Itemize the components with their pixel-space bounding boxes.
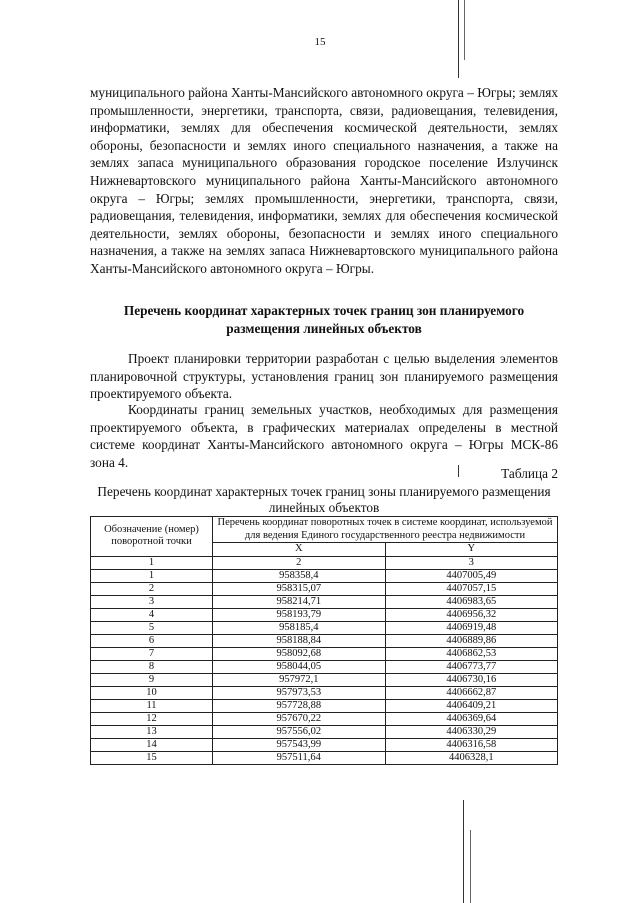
point-number: 5 bbox=[91, 621, 213, 634]
column-number: 3 bbox=[385, 556, 558, 569]
point-number: 4 bbox=[91, 608, 213, 621]
y-coordinate: 4406330,29 bbox=[385, 725, 558, 738]
point-number: 7 bbox=[91, 647, 213, 660]
point-number: 2 bbox=[91, 582, 213, 595]
point-number: 13 bbox=[91, 725, 213, 738]
x-coordinate: 957973,53 bbox=[213, 686, 386, 699]
point-number: 9 bbox=[91, 673, 213, 686]
point-number: 3 bbox=[91, 595, 213, 608]
coordinates-table bbox=[90, 516, 558, 765]
y-coordinate: 4406983,65 bbox=[385, 595, 558, 608]
x-coordinate: 958315,07 bbox=[213, 582, 386, 595]
y-coordinate: 4406773,77 bbox=[385, 660, 558, 673]
x-coordinate: 958185,4 bbox=[213, 621, 386, 634]
x-coordinate: 957972,1 bbox=[213, 673, 386, 686]
scan-line bbox=[458, 465, 459, 477]
table-body bbox=[91, 569, 558, 764]
scan-line bbox=[458, 0, 459, 78]
y-coordinate: 4407005,49 bbox=[385, 569, 558, 582]
x-coordinate: 957543,99 bbox=[213, 738, 386, 751]
intro-paragraph bbox=[90, 84, 558, 278]
x-coordinate: 958044,05 bbox=[213, 660, 386, 673]
y-coordinate: 4406328,1 bbox=[385, 751, 558, 764]
table-header-row bbox=[91, 517, 558, 543]
point-number: 10 bbox=[91, 686, 213, 699]
x-coordinate: 957728,88 bbox=[213, 699, 386, 712]
y-coordinate: 4406316,58 bbox=[385, 738, 558, 751]
section-heading: Перечень координат характерных точек границ зон планируемого размещения линейных объектов bbox=[123, 303, 525, 336]
header-coords: Перечень координат поворотных точек в системе координат, используемой для ведения Единого государственного реестра недвижимости bbox=[213, 517, 558, 543]
column-number: 1 bbox=[91, 556, 213, 569]
point-number: 14 bbox=[91, 738, 213, 751]
table-row bbox=[91, 608, 558, 621]
point-number: 11 bbox=[91, 699, 213, 712]
table-row bbox=[91, 699, 558, 712]
intro-paragraph-text: муниципального района Ханты-Мансийского автономного округа – Югры; землях промышленности, энергетики, транспорта, связи, радиовещания, телевидения, информатики, землях для обеспечения космической деятельности, землях обороны, безопасности и землях иного специального назначения, а также на землях запаса муниципального образования городское поселение Излучинск Нижневартовского муниципального района Ханты-Мансийского автономного округа – Югры; землях промышленности, энергетики, транспорта, связи, радиовещания, телевидения, информатики, землях для обеспечения космической деятельности, землях обороны, безопасности и землях иного специального назначения, а также на землях запаса Нижневартовского муниципального района Ханты-Мансийского автономного округа – Югры. bbox=[90, 85, 558, 276]
page-number: 15 bbox=[314, 36, 326, 48]
y-coordinate: 4406862,53 bbox=[385, 647, 558, 660]
scan-line bbox=[463, 800, 464, 903]
header-y: Y bbox=[385, 543, 558, 557]
table-row bbox=[91, 712, 558, 725]
y-coordinate: 4406956,32 bbox=[385, 608, 558, 621]
table-row bbox=[91, 634, 558, 647]
x-coordinate: 958358,4 bbox=[213, 569, 386, 582]
paragraph-coordinates: Координаты границ земельных участков, необходимых для размещения проектируемого объекта, в графических материалах определены в местной системе координат Ханты-Мансийского автономного округа – Югры МСК-86 зона 4. bbox=[90, 402, 558, 470]
scan-line bbox=[470, 830, 471, 903]
header-point: Обозначение (номер) поворотной точки bbox=[91, 517, 213, 557]
paragraph-purpose: Проект планировки территории разработан с целью выделения элементов планировочной структуры, установления границ зон планируемого размещения проектируемого объекта. bbox=[90, 351, 558, 402]
x-coordinate: 958214,71 bbox=[213, 595, 386, 608]
table-row bbox=[91, 673, 558, 686]
point-number: 12 bbox=[91, 712, 213, 725]
table-row bbox=[91, 738, 558, 751]
y-coordinate: 4406409,21 bbox=[385, 699, 558, 712]
table-row bbox=[91, 725, 558, 738]
table-row bbox=[91, 582, 558, 595]
header-x: X bbox=[213, 543, 386, 557]
point-number: 8 bbox=[91, 660, 213, 673]
point-number: 6 bbox=[91, 634, 213, 647]
y-coordinate: 4406889,86 bbox=[385, 634, 558, 647]
x-coordinate: 957670,22 bbox=[213, 712, 386, 725]
table-label: Таблица 2 bbox=[501, 466, 558, 481]
y-coordinate: 4407057,15 bbox=[385, 582, 558, 595]
table-row bbox=[91, 660, 558, 673]
point-number: 15 bbox=[91, 751, 213, 764]
table-caption: Перечень координат характерных точек границ зоны планируемого размещения линейных объектов bbox=[97, 484, 551, 515]
x-coordinate: 958193,79 bbox=[213, 608, 386, 621]
scan-line bbox=[464, 0, 465, 60]
point-number: 1 bbox=[91, 569, 213, 582]
x-coordinate: 958092,68 bbox=[213, 647, 386, 660]
y-coordinate: 4406662,87 bbox=[385, 686, 558, 699]
x-coordinate: 958188,84 bbox=[213, 634, 386, 647]
table-row bbox=[91, 595, 558, 608]
x-coordinate: 957511,64 bbox=[213, 751, 386, 764]
y-coordinate: 4406730,16 bbox=[385, 673, 558, 686]
column-number: 2 bbox=[213, 556, 386, 569]
y-coordinate: 4406919,48 bbox=[385, 621, 558, 634]
x-coordinate: 957556,02 bbox=[213, 725, 386, 738]
table-row bbox=[91, 647, 558, 660]
table-row bbox=[91, 569, 558, 582]
y-coordinate: 4406369,64 bbox=[385, 712, 558, 725]
table-column-numbers-row bbox=[91, 556, 558, 569]
table-row bbox=[91, 751, 558, 764]
table-row bbox=[91, 686, 558, 699]
table-row bbox=[91, 621, 558, 634]
